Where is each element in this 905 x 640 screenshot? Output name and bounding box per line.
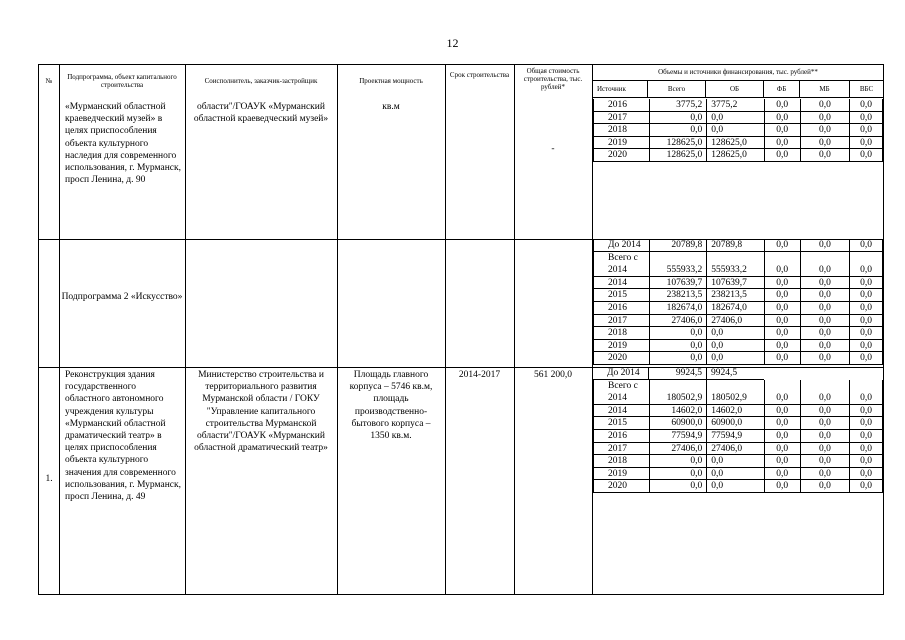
fin-total: 14602,0 (649, 405, 707, 418)
fin-total: 0,0 (649, 340, 707, 353)
fin-vbs: 0,0 (849, 149, 882, 162)
fin-total: 27406,0 (649, 315, 707, 328)
theatre-num: 1. (45, 474, 53, 484)
fin-ob: 0,0 (706, 327, 764, 340)
fin-ob: 0,0 (706, 480, 764, 493)
fin-fb: 0,0 (764, 252, 800, 277)
header-capacity: Проектная мощность (359, 77, 423, 85)
fin-ob: 0,0 (706, 124, 764, 137)
header-num: № (45, 77, 53, 85)
fin-source: 2018 (594, 327, 649, 340)
fin-source: До 2014 (593, 367, 648, 380)
fin-mb: 0,0 (800, 480, 850, 493)
fin-total: 0,0 (649, 480, 707, 493)
fin-mb: 0,0 (800, 430, 850, 443)
fin-fb: 0,0 (764, 340, 800, 353)
fin-source: 2019 (594, 340, 649, 353)
fin-source: 2014 (594, 405, 649, 418)
fin-vbs: 0,0 (849, 239, 882, 252)
fin-mb: 0,0 (800, 352, 850, 365)
fin-ob: 60900,0 (706, 417, 764, 430)
fin-source: До 2014 (594, 239, 649, 252)
fin-vbs: 0,0 (849, 468, 882, 481)
fin-total: 0,0 (649, 327, 707, 340)
fin-vbs: 0,0 (849, 277, 882, 290)
fin-vbs: 0,0 (849, 137, 882, 150)
fin-ob: 128625,0 (706, 149, 764, 162)
fin-total: 0,0 (649, 455, 707, 468)
fin-source: 2017 (594, 315, 649, 328)
fin-total: 77594,9 (649, 430, 707, 443)
fin-ob: 182674,0 (706, 302, 764, 315)
fin-fb: 0,0 (764, 289, 800, 302)
fin-source: 2017 (594, 112, 649, 125)
fin-total: 27406,0 (649, 443, 707, 456)
fin-fb: 0,0 (764, 443, 800, 456)
funding-row (593, 468, 883, 481)
funding-row (593, 277, 883, 290)
fin-source: 2016 (594, 302, 649, 315)
funding-row (593, 239, 883, 252)
fin-mb: 0,0 (800, 137, 850, 150)
funding-row (593, 99, 883, 112)
fin-mb: 0,0 (800, 380, 850, 405)
museum-executor: области"/ГОАУК «Мурманский областной краеведческий музей» (193, 102, 329, 125)
funding-row (593, 340, 883, 353)
fin-mb: 0,0 (800, 340, 850, 353)
fin-ob: 14602,0 (706, 405, 764, 418)
museum-name: «Мурманский областной краеведческий музей» в целях приспособления объекта культурного наследия для современного использования, г. Мурманск, просп Ленина, д. 90 (65, 102, 181, 186)
fin-mb: 0,0 (800, 124, 850, 137)
funding-row (593, 302, 883, 315)
fin-fb: 0,0 (764, 99, 800, 112)
museum-funding (593, 99, 883, 162)
fin-fb: 0,0 (764, 137, 800, 150)
fin-mb: 0,0 (800, 252, 850, 277)
fin-total: 555933,2 (649, 252, 707, 277)
fin-mb: 0,0 (800, 149, 850, 162)
fin-vbs: 0,0 (849, 99, 882, 112)
fin-source: 2020 (594, 352, 649, 365)
col-divider (445, 65, 446, 594)
fin-mb: 0,0 (800, 315, 850, 328)
theatre-executor: Министерство строительства и территориального развития Мурманской области / ГОКУ "Управление капитального строительства Мурманской области"/ГОАУК «Мурманский областной драматический театр» (194, 370, 328, 454)
fin-source: 2015 (594, 417, 649, 430)
fin-source: 2019 (594, 137, 649, 150)
fin-total: 180502,9 (649, 380, 707, 405)
page-number: 12 (446, 36, 459, 50)
fin-total: 0,0 (649, 352, 707, 365)
col-divider (185, 65, 186, 594)
header-subprogram: Подпрограмма, объект капитального строительства (67, 73, 177, 89)
fin-total: 107639,7 (649, 277, 707, 290)
fin-source: Всего с 2014 (594, 380, 649, 405)
sub2-funding (593, 239, 883, 365)
fin-fb: 0,0 (764, 417, 800, 430)
fin-fb: 0,0 (764, 327, 800, 340)
fin-mb: 0,0 (800, 455, 850, 468)
fin-total: 182674,0 (649, 302, 707, 315)
header-term: Срок строительства (449, 71, 510, 79)
fin-ob: 9924,5 (706, 367, 764, 380)
fin-source: 2014 (594, 277, 649, 290)
header-ob: ОБ (706, 81, 764, 97)
fin-total: 0,0 (649, 124, 707, 137)
fin-fb: 0,0 (764, 302, 800, 315)
fin-fb: 0,0 (764, 277, 800, 290)
theatre-funding (593, 367, 883, 493)
fin-fb: 0,0 (764, 149, 800, 162)
col-divider (59, 65, 60, 594)
fin-ob: 0,0 (706, 468, 764, 481)
funding-row (593, 327, 883, 340)
fin-fb: 0,0 (764, 455, 800, 468)
fin-ob: 0,0 (706, 352, 764, 365)
fin-source: 2016 (594, 99, 649, 112)
fin-ob: 27406,0 (706, 315, 764, 328)
fin-fb: 0,0 (764, 124, 800, 137)
fin-vbs: 0,0 (849, 443, 882, 456)
funding-row (593, 112, 883, 125)
funding-header-line (592, 97, 883, 98)
fin-ob: 0,0 (706, 455, 764, 468)
header-executor: Соисполнитель, заказчик-застройщик (204, 77, 318, 85)
fin-source: 2020 (594, 480, 649, 493)
fin-fb: 0,0 (764, 468, 800, 481)
funding-row (593, 252, 883, 277)
header-cost: Общая стоимость строительства, тыс. рублей* (523, 67, 583, 91)
header-fb: ФБ (764, 81, 800, 97)
fin-mb: 0,0 (800, 289, 850, 302)
fin-ob: 77594,9 (706, 430, 764, 443)
fin-mb: 0,0 (800, 302, 850, 315)
fin-vbs: 0,0 (849, 405, 882, 418)
header-source: Источник (593, 81, 648, 97)
fin-vbs: 0,0 (849, 252, 882, 277)
funding-row (593, 137, 883, 150)
fin-source: 2015 (594, 289, 649, 302)
funding-row (593, 367, 883, 380)
fin-vbs: 0,0 (849, 302, 882, 315)
fin-mb: 0,0 (800, 239, 850, 252)
fin-vbs: 0,0 (849, 455, 882, 468)
fin-ob: 20789,8 (706, 239, 764, 252)
fin-fb: 0,0 (764, 239, 800, 252)
fin-ob: 0,0 (706, 112, 764, 125)
fin-fb: 0,0 (764, 315, 800, 328)
fin-mb: 0,0 (800, 277, 850, 290)
sub2-name: Подпрограмма 2 «Искусство» (61, 292, 183, 302)
funding-row (593, 352, 883, 365)
fin-ob: 0,0 (706, 340, 764, 353)
fin-total: 128625,0 (649, 137, 707, 150)
fin-total: 238213,5 (649, 289, 707, 302)
fin-mb: 0,0 (800, 112, 850, 125)
fin-fb: 0,0 (764, 352, 800, 365)
fin-fb: 0,0 (764, 430, 800, 443)
fin-mb: 0,0 (800, 468, 850, 481)
col-divider (337, 65, 338, 594)
fin-mb: 0,0 (800, 405, 850, 418)
fin-total: 9924,5 (648, 367, 706, 380)
fin-total: 3775,2 (649, 99, 707, 112)
fin-vbs: 0,0 (849, 112, 882, 125)
fin-vbs: 0,0 (849, 124, 882, 137)
fin-fb: 0,0 (764, 480, 800, 493)
fin-mb: 0,0 (800, 99, 850, 112)
fin-ob: 27406,0 (706, 443, 764, 456)
fin-ob: 3775,2 (706, 99, 764, 112)
header-mb: МБ (800, 81, 850, 97)
theatre-capacity: Площадь главного корпуса – 5746 кв.м, площадь производственно-бытового корпуса – 1350 кв.м. (349, 370, 433, 442)
fin-vbs: 0,0 (849, 417, 882, 430)
funding-row (593, 417, 883, 430)
funding-row (593, 380, 883, 405)
header-total: Всего (648, 81, 706, 97)
fin-fb: 0,0 (764, 112, 800, 125)
fin-total: 20789,8 (649, 239, 707, 252)
fin-vbs: 0,0 (849, 289, 882, 302)
funding-row (593, 315, 883, 328)
fin-vbs: 0,0 (849, 352, 882, 365)
fin-total: 60900,0 (649, 417, 707, 430)
fin-source: 2018 (594, 455, 649, 468)
theatre-name: Реконструкция здания государственного областного автономного учреждения культуры «Мурманский областной драматический театр» в целях приспособления объекта культурного значения для современного использования, г. Мурманск, просп Ленина, д. 49 (65, 370, 181, 503)
fin-ob: 238213,5 (706, 289, 764, 302)
fin-fb: 0,0 (764, 380, 800, 405)
fin-vbs: 0,0 (849, 430, 882, 443)
funding-row (593, 124, 883, 137)
fin-source: 2018 (594, 124, 649, 137)
funding-row (593, 443, 883, 456)
fin-source: 2017 (594, 443, 649, 456)
fin-ob: 107639,7 (706, 277, 764, 290)
funding-subheader (593, 81, 883, 97)
funding-row (593, 455, 883, 468)
fin-ob: 128625,0 (706, 137, 764, 150)
museum-capacity: кв.м (382, 102, 400, 112)
theatre-cost: 561 200,0 (534, 370, 572, 380)
museum-cost: - (551, 144, 555, 154)
funding-table (38, 64, 884, 595)
fin-vbs: 0,0 (849, 340, 882, 353)
fin-source: Всего с 2014 (594, 252, 649, 277)
funding-row (593, 430, 883, 443)
fin-source: 2019 (594, 468, 649, 481)
fin-fb: 0,0 (764, 405, 800, 418)
funding-row (593, 289, 883, 302)
fin-mb: 0,0 (800, 327, 850, 340)
fin-source: 2016 (594, 430, 649, 443)
fin-total: 0,0 (649, 468, 707, 481)
fin-vbs: 0,0 (849, 480, 882, 493)
fin-mb: 0,0 (800, 417, 850, 430)
fin-vbs: 0,0 (849, 380, 882, 405)
funding-row (593, 480, 883, 493)
fin-vbs: 0,0 (849, 327, 882, 340)
theatre-term: 2014-2017 (458, 370, 501, 380)
header-funding: Объемы и источники финансирования, тыс. рублей** (658, 68, 818, 76)
fin-mb: 0,0 (800, 443, 850, 456)
fin-source: 2020 (594, 149, 649, 162)
fin-total: 128625,0 (649, 149, 707, 162)
funding-row (593, 405, 883, 418)
fin-ob: 180502,9 (706, 380, 764, 405)
header-vbs: ВБС (859, 85, 874, 93)
fin-vbs: 0,0 (849, 315, 882, 328)
fin-total: 0,0 (649, 112, 707, 125)
funding-row (593, 149, 883, 162)
fin-ob: 555933,2 (706, 252, 764, 277)
